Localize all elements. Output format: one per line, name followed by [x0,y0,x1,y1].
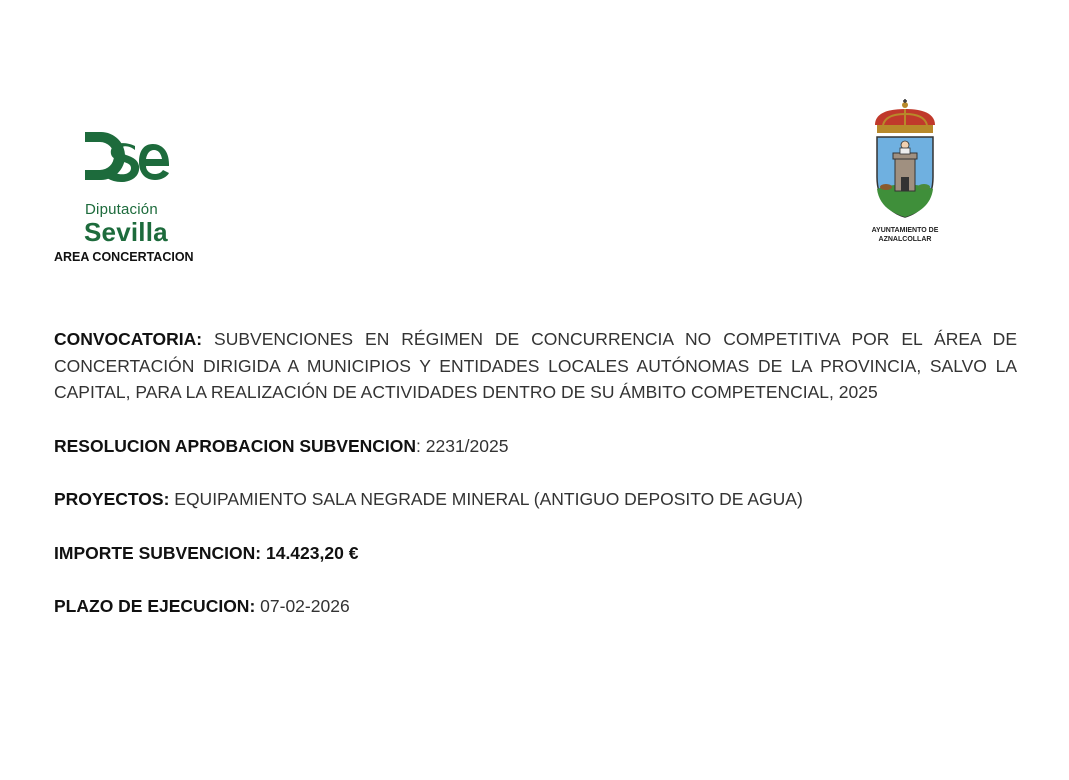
dse-mark-icon [83,130,173,198]
logo-line-diputacion: Diputación [85,201,158,218]
convocatoria-value: SUBVENCIONES EN RÉGIMEN DE CONCURRENCIA NO COMPETITIVA POR EL ÁREA DE CONCERTACIÓN DIRIGIDA A MUNICIPIOS Y ENTIDADES LOCALES AUTÓNOMAS DE LA PROVINCIA, SALVO LA CAPITAL, PARA LA REALIZACIÓN DE ACTIVIDADES DENTRO DE SU ÁMBITO COMPETENCIAL, 2025 [54,329,1017,402]
logo-line-sevilla: Sevilla [84,217,168,247]
proyectos-paragraph [54,486,1017,513]
diputacion-sevilla-logo [83,130,208,198]
importe-value: 14.423,20 € [265,542,359,563]
document-body [54,326,1017,647]
plazo-value: 07-02-2026 [260,596,350,616]
crest-caption [850,226,960,244]
importe-paragraph [54,540,1017,567]
convocatoria-paragraph [54,326,1017,406]
proyectos-label: PROYECTOS: [54,489,170,509]
coat-of-arms-icon [863,97,947,247]
resolucion-value: 2231/2025 [425,435,509,456]
proyectos-value: EQUIPAMIENTO SALA NEGRADE MINERAL (ANTIGUO DEPOSITO DE AGUA) [174,489,803,509]
crest-caption-line2: AZNALCOLLAR [878,236,932,243]
resolucion-label: RESOLUCION APROBACION SUBVENCION [54,435,417,456]
plazo-paragraph [54,593,1017,620]
crest-caption-line1: AYUNTAMIENTO DE [871,227,939,234]
importe-label: IMPORTE SUBVENCION: [54,542,262,563]
plazo-label: PLAZO DE EJECUCION: [54,596,256,616]
resolucion-separator: : [416,435,426,456]
area-label: AREA CONCERTACION [54,250,194,264]
resolucion-paragraph [54,433,1017,460]
convocatoria-label: CONVOCATORIA: [54,329,203,349]
